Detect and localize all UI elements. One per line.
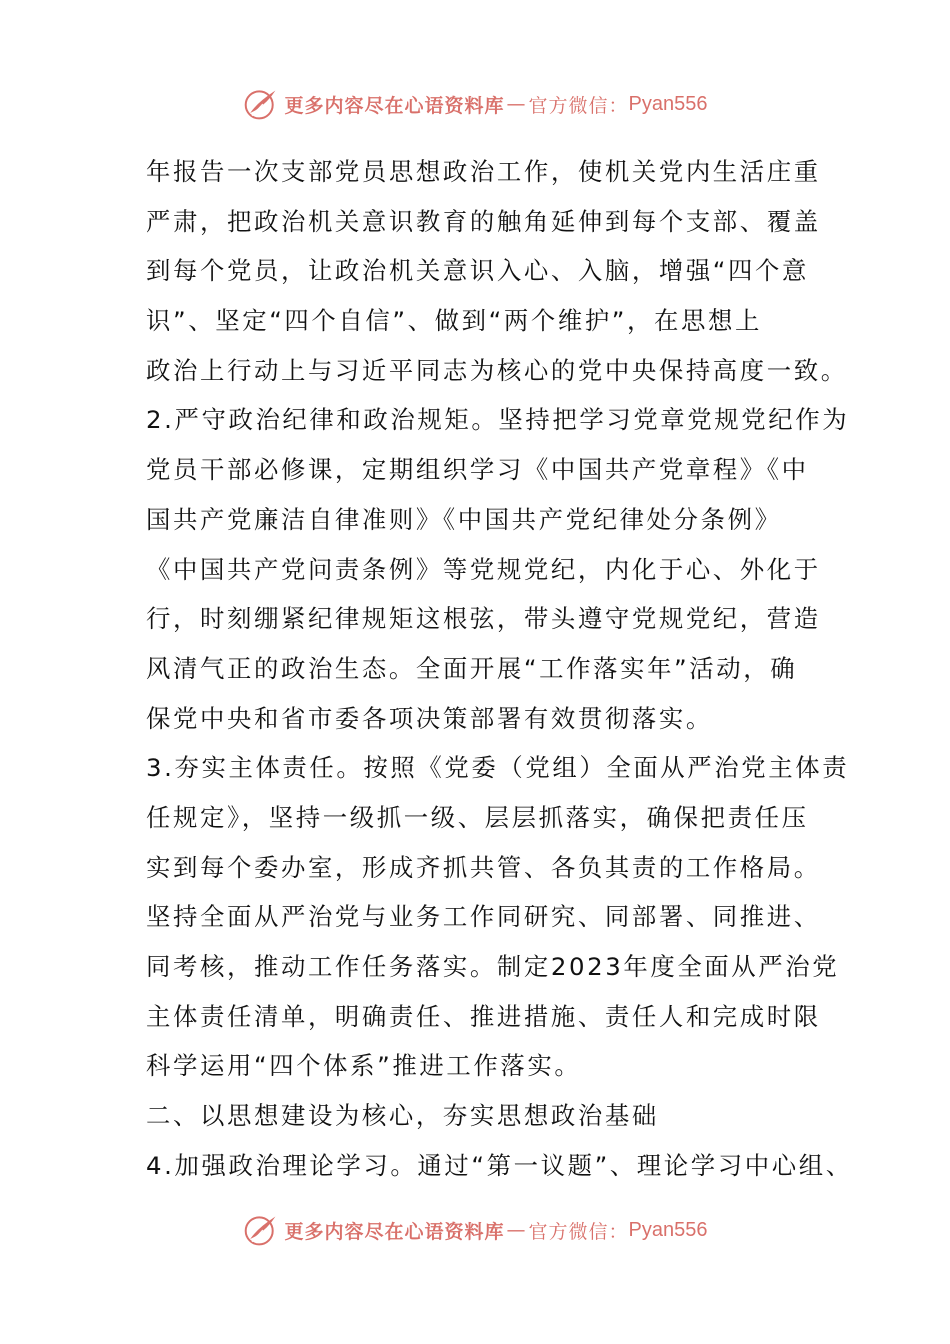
watermark-brand: 更多内容尽在心语资料库 [284, 1220, 505, 1243]
body-line: 党员干部必修课，定期组织学习《中国共产党章程》《中 [146, 455, 809, 485]
body-line: 严肃，把政治机关意识教育的触角延伸到每个支部、覆盖 [146, 206, 821, 236]
body-line: 2.严守政治纪律和政治规矩。坚持把学习党章党规党纪作为 [146, 405, 850, 435]
body-line: 国共产党廉洁自律准则》《中国共产党纪律处分条例》 [146, 504, 782, 534]
section-heading: 二、以思想建设为核心，夯实思想政治基础 [146, 1101, 659, 1131]
body-line: 3.夯实主体责任。按照《党委（党组）全面从严治党主体责 [146, 753, 850, 783]
quill-logo-icon [243, 1212, 279, 1248]
quill-logo-icon [243, 86, 279, 122]
watermark-brand: 更多内容尽在心语资料库 [284, 94, 505, 117]
body-line: 到每个党员，让政治机关意识入心、入脑，增强“四个意 [146, 256, 810, 286]
watermark-wechat-id: Pyan556 [628, 1218, 708, 1241]
body-line: 4.加强政治理论学习。通过“第一议题”、理论学习中心组、 [146, 1150, 853, 1180]
watermark-header [0, 84, 950, 124]
body-line: 实到每个委办室，形成齐抓共管、各负其责的工作格局。 [146, 852, 821, 882]
body-line: 识”、坚定“四个自信”、做到“两个维护”，在思想上 [146, 306, 762, 336]
body-line: 主体责任清单，明确责任、推进措施、责任人和完成时限 [146, 1001, 821, 1031]
body-line: 坚持全面从严治党与业务工作同研究、同部署、同推进、 [146, 902, 821, 932]
body-line: 任规定》，坚持一级抓一级、层层抓落实，确保把责任压 [146, 802, 809, 832]
watermark-wechat-label: 官方微信： [528, 94, 629, 117]
watermark-wechat-id: Pyan556 [628, 92, 708, 115]
watermark-wechat-label: 官方微信： [528, 1220, 629, 1243]
body-line: 科学运用“四个体系”推进工作落实。 [146, 1051, 582, 1081]
body-line: 行，时刻绷紧纪律规矩这根弦，带头遵守党规党纪，营造 [146, 604, 821, 634]
body-line: 保党中央和省市委各项决策部署有效贯彻落实。 [146, 703, 713, 733]
watermark-footer [0, 1210, 950, 1250]
watermark-separator: — [506, 1219, 527, 1241]
body-line: 政治上行动上与习近平同志为核心的党中央保持高度一致。 [146, 355, 848, 385]
body-line: 《中国共产党问责条例》等党规党纪，内化于心、外化于 [146, 554, 821, 584]
body-line: 同考核，推动工作任务落实。制定2023年度全面从严治党 [146, 952, 840, 981]
body-line: 风清气正的政治生态。全面开展“工作落实年”活动，确 [146, 653, 798, 683]
watermark-separator: — [506, 93, 527, 115]
document-body [146, 147, 853, 1190]
body-line: 年报告一次支部党员思想政治工作，使机关党内生活庄重 [146, 157, 821, 186]
